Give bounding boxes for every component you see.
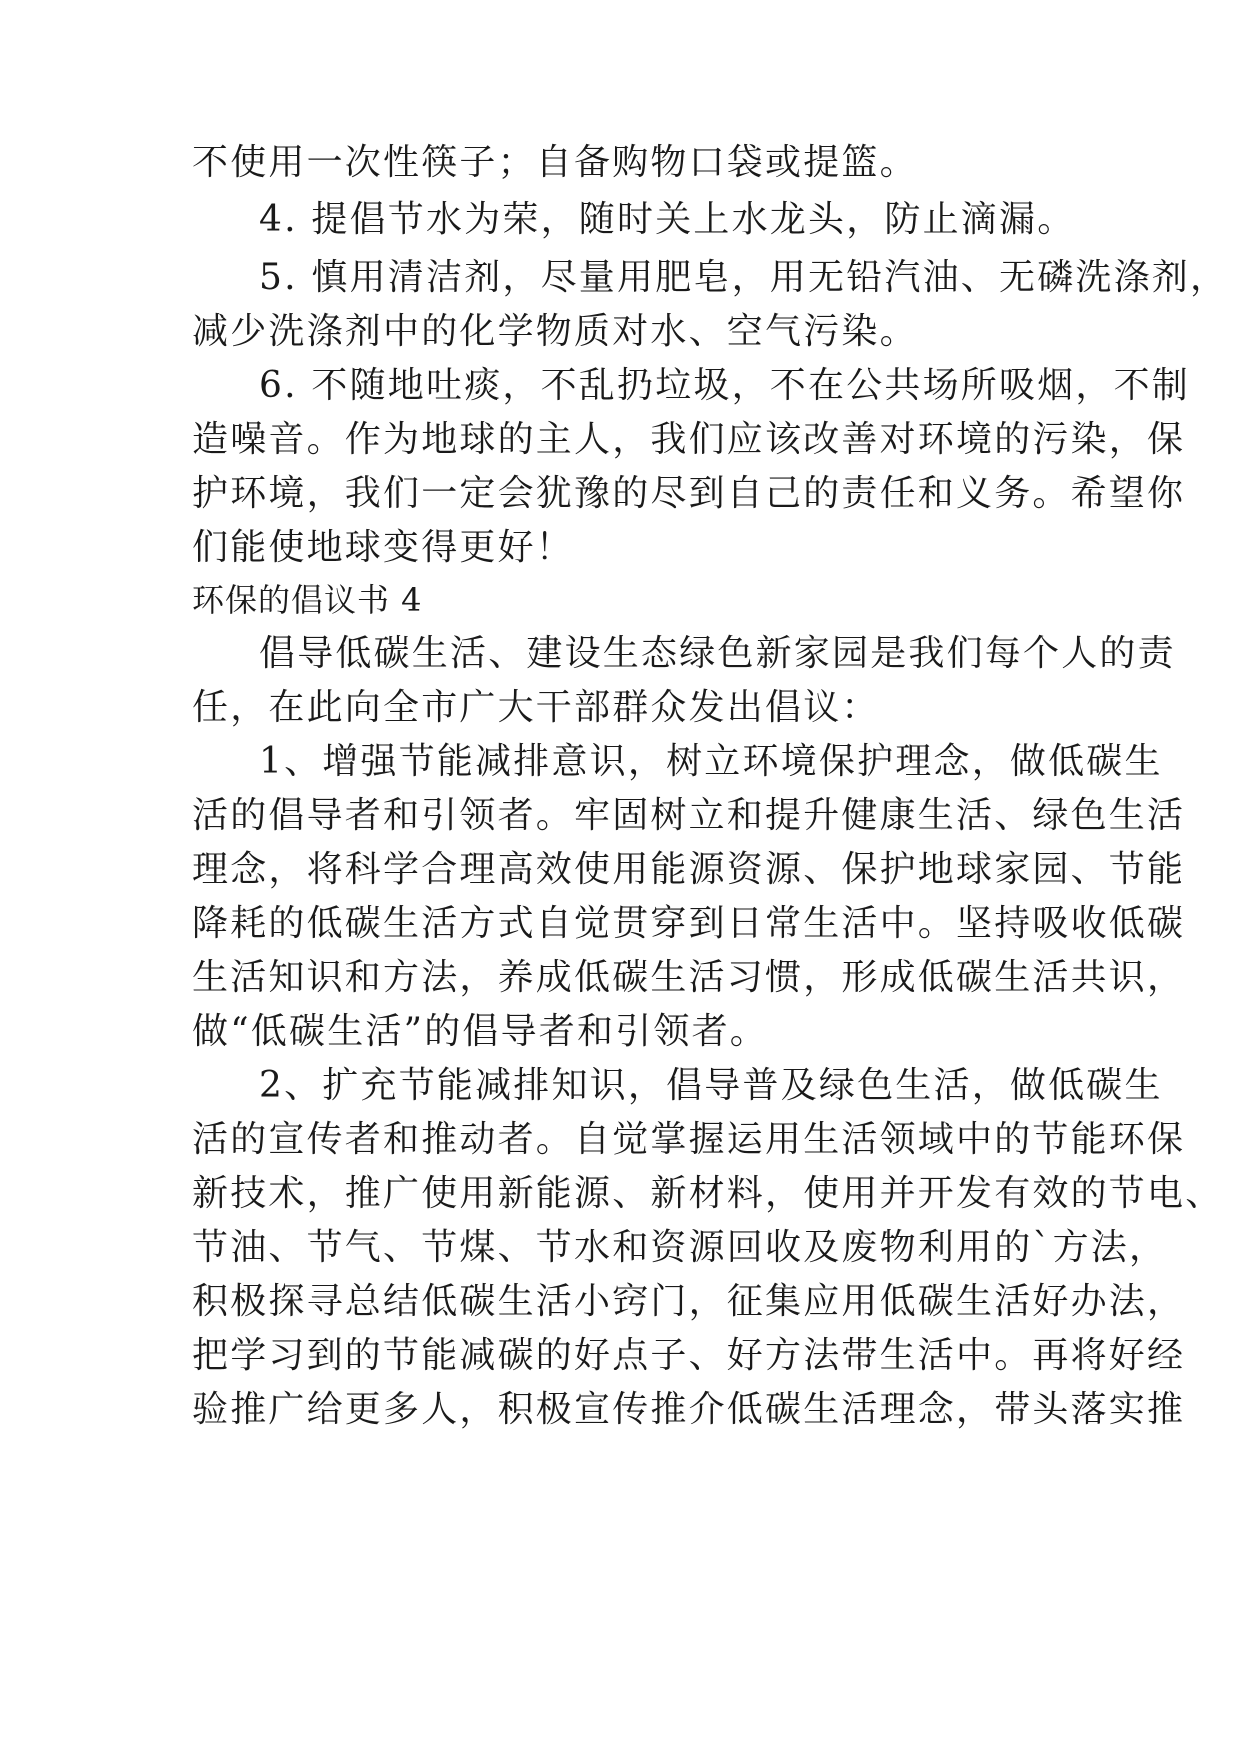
text-line: 5. 慎用清洁剂，尽量用肥皂，用无铅汽油、无磷洗涤剂，	[259, 257, 1229, 298]
text-line: 不使用一次性筷子；自备购物口袋或提篮。	[192, 142, 918, 183]
text-line: 6. 不随地吐痰，不乱扔垃圾，不在公共场所吸烟，不制	[259, 365, 1190, 406]
text-line: 新技术，推广使用新能源、新材料，使用并开发有效的节电、	[192, 1173, 1224, 1214]
text-line: 生活知识和方法，养成低碳生活习惯，形成低碳生活共识，	[192, 957, 1186, 998]
text-line: 积极探寻总结低碳生活小窍门，征集应用低碳生活好办法，	[192, 1281, 1186, 1322]
text-line: 降耗的低碳生活方式自觉贯穿到日常生活中。坚持吸收低碳	[192, 903, 1186, 944]
text-line: 验推广给更多人，积极宣传推介低碳生活理念，带头落实推	[192, 1389, 1186, 1430]
text-line: 造噪音。作为地球的主人，我们应该改善对环境的污染，保	[192, 419, 1186, 460]
text-line: 减少洗涤剂中的化学物质对水、空气污染。	[192, 311, 918, 352]
text-line: 节油、节气、节煤、节水和资源回收及废物利用的`方法，	[192, 1227, 1168, 1268]
text-line: 2、扩充节能减排知识，倡导普及绿色生活，做低碳生	[259, 1065, 1163, 1106]
text-line: 把学习到的节能减碳的好点子、好方法带生活中。再将好经	[192, 1335, 1186, 1376]
text-line: 倡导低碳生活、建设生态绿色新家园是我们每个人的责	[259, 633, 1176, 674]
text-line: 护环境，我们一定会犹豫的尽到自己的责任和义务。希望你	[192, 473, 1186, 514]
text-line: 活的倡导者和引领者。牢固树立和提升健康生活、绿色生活	[192, 795, 1186, 836]
text-line: 做“低碳生活”的倡导者和引领者。	[192, 1011, 769, 1052]
text-line: 4. 提倡节水为荣，随时关上水龙头，防止滴漏。	[259, 199, 1076, 240]
text-line: 活的宣传者和推动者。自觉掌握运用生活领域中的节能环保	[192, 1119, 1186, 1160]
text-line: 1、增强节能减排意识，树立环境保护理念，做低碳生	[259, 741, 1163, 782]
section-heading: 环保的倡议书 4	[192, 581, 423, 619]
text-line: 任，在此向全市广大干部群众发出倡议：	[192, 687, 880, 728]
text-line: 们能使地球变得更好！	[192, 527, 575, 568]
text-line: 理念，将科学合理高效使用能源资源、保护地球家园、节能	[192, 849, 1186, 890]
